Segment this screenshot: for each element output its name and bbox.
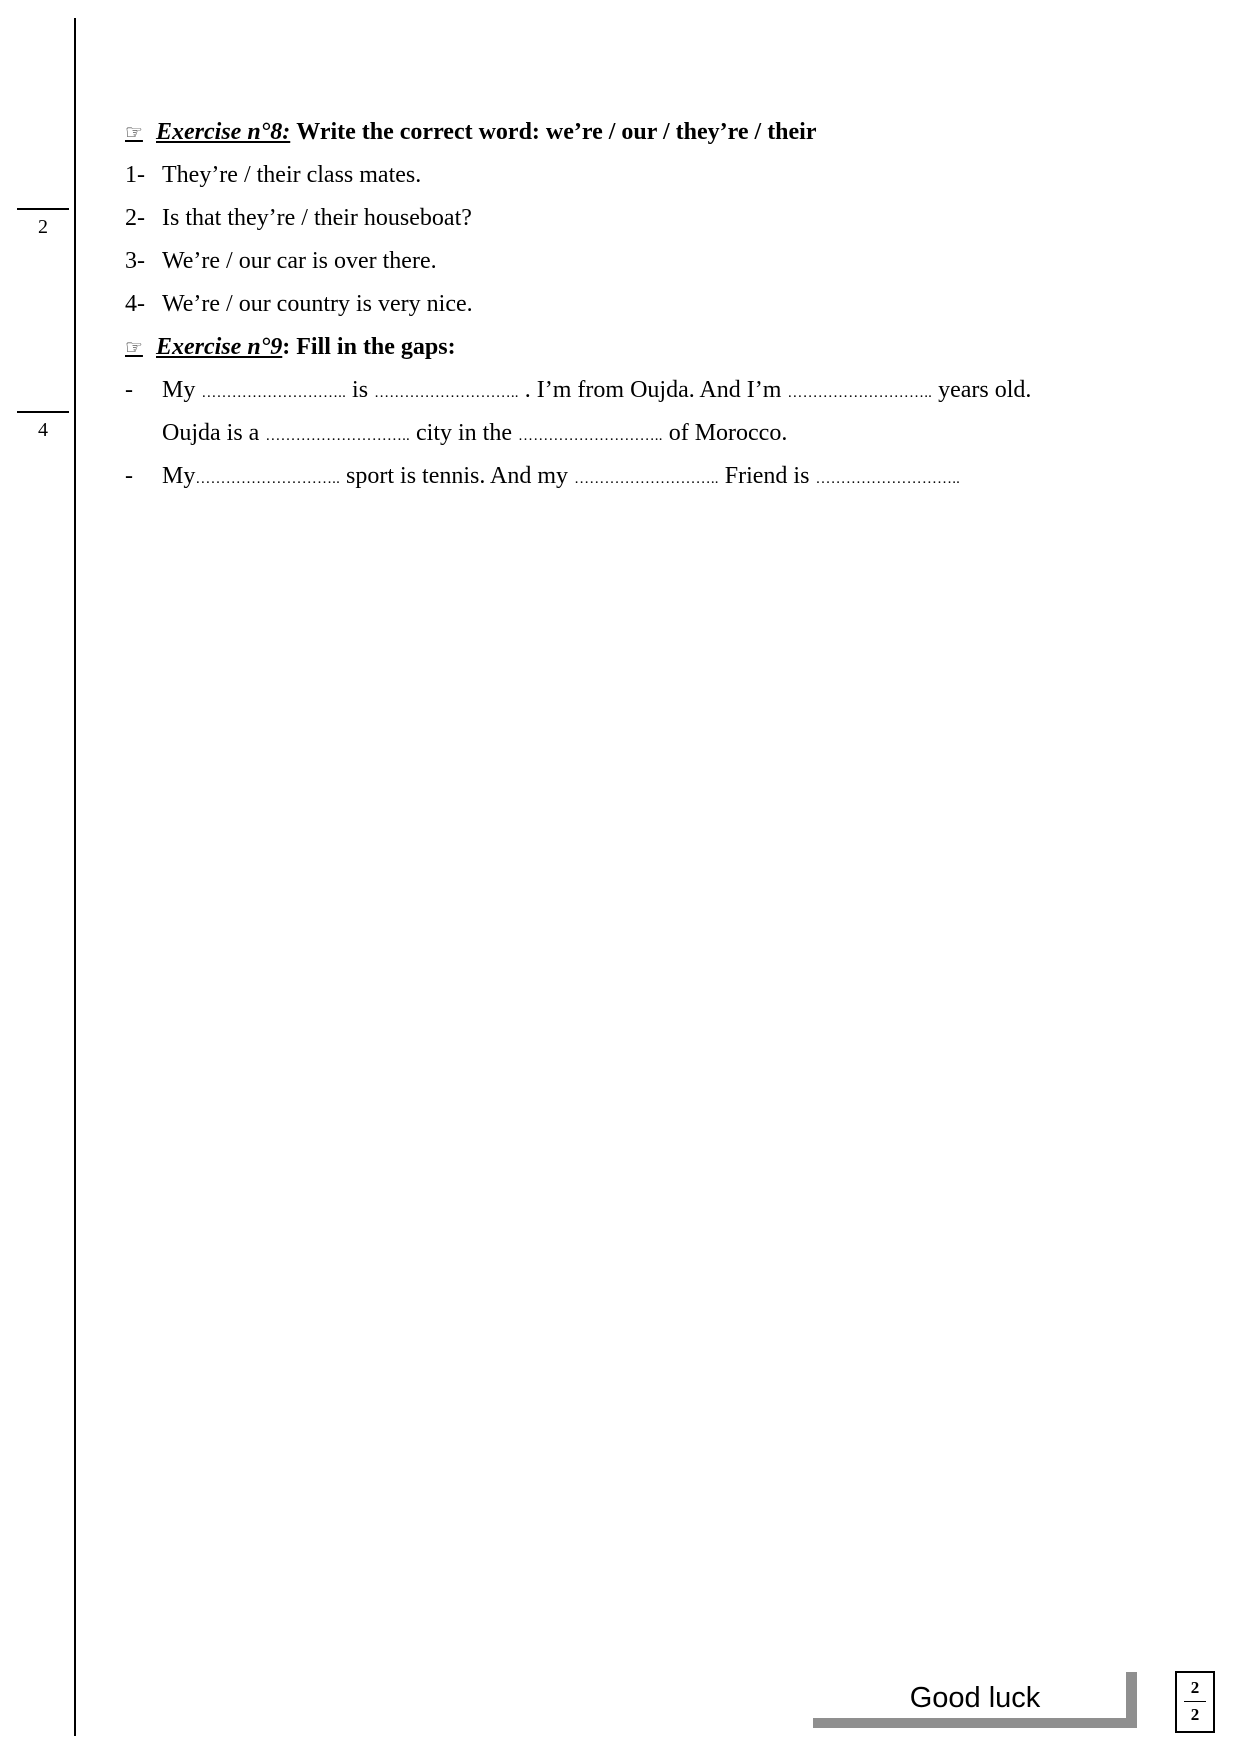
item-number: 3- (125, 248, 145, 274)
pointing-hand-icon: ☞ (125, 122, 143, 144)
item-number: 1- (125, 162, 145, 188)
text-segment: years old. (932, 377, 1032, 403)
blank-gap: ……………………….. (374, 385, 519, 401)
score-bar (17, 208, 69, 210)
score-box-exercise-8 (17, 208, 69, 239)
page-number-box (1175, 1671, 1215, 1733)
exercise-8-item (125, 244, 437, 278)
page-current: 2 (1190, 1678, 1200, 1697)
exercise-9-title: Exercise n°9 (156, 334, 283, 360)
text-segment: sport is tennis. And my (340, 463, 575, 489)
exercise-8-item (125, 201, 472, 235)
exercise-9-heading (125, 330, 456, 364)
exercise-9-line-2 (125, 416, 787, 450)
blank-gap: ……………………….. (195, 471, 341, 487)
margin-rule (74, 18, 76, 1736)
text-segment: city in the (410, 420, 518, 446)
exercise-8-instruction: Write the correct word: we’re / our / they’re / their (296, 119, 817, 145)
good-luck-banner: Good luck (909, 1682, 1041, 1714)
exercise-8-item (125, 158, 421, 192)
score-value: 2 (38, 216, 48, 238)
exercise-8-item (125, 287, 473, 321)
item-text: We’re / our car is over there. (162, 248, 437, 274)
text-segment: . I’m from Oujda. And I’m (518, 377, 788, 403)
item-number: 4- (125, 291, 145, 317)
bullet: - (125, 377, 133, 403)
text-segment: of Morocco. (662, 420, 788, 446)
score-bar (17, 411, 69, 413)
text-segment: Friend is (718, 463, 816, 489)
item-text: Is that they’re / their houseboat? (162, 205, 472, 231)
text-segment: My (162, 377, 202, 403)
page-total: 2 (1190, 1705, 1200, 1724)
blank-gap: ……………………….. (201, 385, 347, 401)
score-box-exercise-9 (17, 411, 69, 442)
exercise-9-line-3 (125, 459, 960, 493)
blank-gap: ……………………….. (787, 385, 933, 401)
exercise-8-heading (125, 115, 817, 149)
blank-gap: ……………………….. (815, 471, 961, 487)
page-fraction-bar (1184, 1701, 1206, 1702)
text-segment: My (162, 463, 196, 489)
text-segment: is (346, 377, 375, 403)
item-text: We’re / our country is very nice. (162, 291, 473, 317)
exercise-9-line-1 (125, 373, 1031, 407)
text-segment: Oujda is a (162, 420, 266, 446)
blank-gap: ……………………….. (574, 471, 719, 487)
blank-gap: ……………………….. (518, 428, 663, 444)
blank-gap: ……………………….. (265, 428, 411, 444)
pointing-hand-icon: ☞ (125, 337, 143, 359)
item-text: They’re / their class mates. (162, 162, 422, 188)
item-number: 2- (125, 205, 145, 231)
exercise-8-title: Exercise n°8: (156, 119, 291, 145)
score-value: 4 (38, 419, 48, 441)
bullet: - (125, 463, 133, 489)
exercise-9-instruction: : Fill in the gaps: (282, 334, 456, 360)
